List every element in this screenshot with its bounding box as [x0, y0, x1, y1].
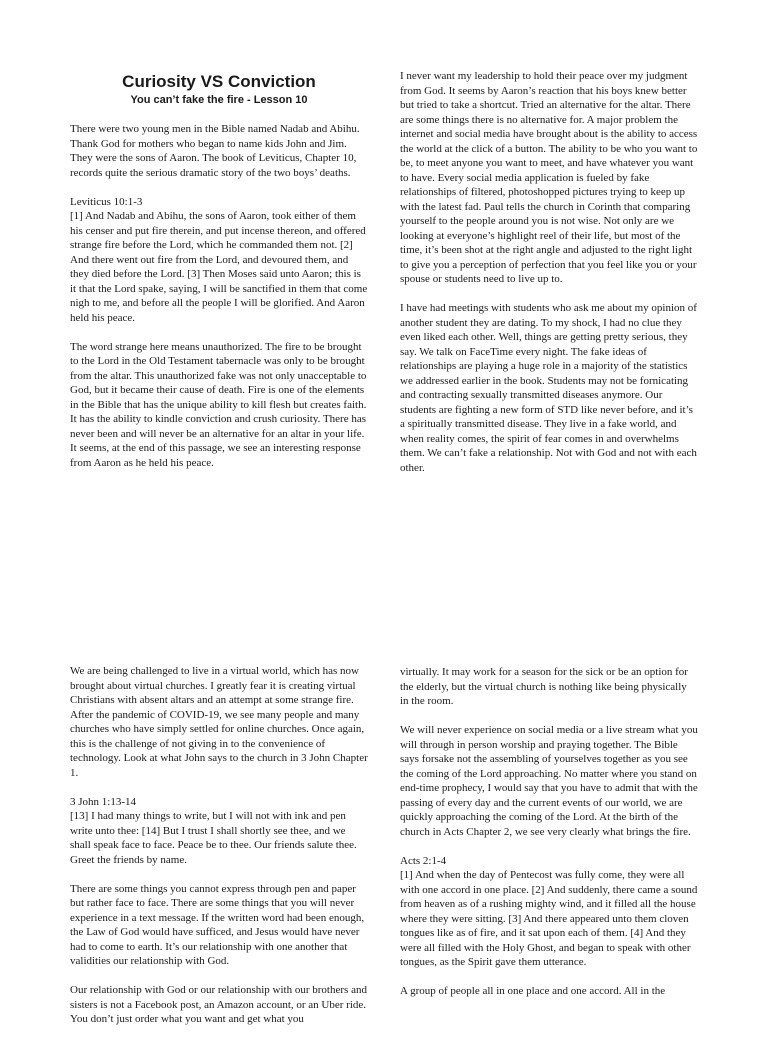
scripture-passage: Acts 2:1-4 [1] And when the day of Pentecost was fully come, they were all with one accord in one place. [2] And suddenly, there came a sound from heaven as of a rushing mighty wind, and it filled all the house where they were sitting. [3] And there appeared unto them cloven tongues like as of fire, and it sat upon each of them. [4] And they were all filled with the Holy Ghost, and began to speak with other tongues, as the Spirit gave them utterance.: [400, 854, 698, 968]
page-title: Curiosity VS Conviction: [122, 72, 316, 91]
paragraph: There were two young men in the Bible named Nadab and Abihu. Thank God for mothers who began to name kids John and Jim. They were the sons of Aaron. The book of Leviticus, Chapter 10, records quite the serious dramatic story of the two boys’ deaths.: [70, 123, 360, 179]
paragraph: We are being challenged to live in a virtual world, which has now brought about virtual churches. I greatly fear it is creating virtual Christians with absent altars and an attempt at some strange fire. After the pandemic of COVID-19, we see many people and many churches who have simply settled for online churches. Once again, this is the challenge of not giving in to the convenience of technology. Look at what John says to the church in 3 John Chapter 1.: [70, 665, 368, 779]
paragraph: There are some things you cannot express through pen and paper but rather face to face. There are some things that you will never experience in a text message. If the written word had been enough, the Law of God would have sufficed, and Jesus would have never had to come to earth. It’s our relationship with one another that validities our relationship with God.: [70, 882, 365, 967]
paragraph: We will never experience on social media or a live stream what you will through in person worship and praying together. The Bible says forsake not the assembling of yourselves together as you see the coming of the Lord approaching. No matter where you stand on end-time prophecy, I would say that you have to admit that with the passing of every day and the current events of our world, we are quickly approaching the coming of the Lord. At the birth of the church in Acts Chapter 2, we see very clearly what brings the fire.: [400, 724, 698, 838]
paragraph: Our relationship with God or our relationship with our brothers and sisters is not a Facebook post, an Amazon account, or an Uber ride. You don’t just order what you want and get what you: [70, 984, 367, 1025]
scripture-passage: Leviticus 10:1-3 [1] And Nadab and Abihu, the sons of Aaron, took either of them his censer and put fire therein, and put incense thereon, and offered strange fire before the Lord, which he commanded them not. [2] And there went out fire from the Lord, and devoured them, and they died before the Lord. [3] Then Moses said unto Aaron; this is it that the Lord spake, saying, I will be sanctified in them that come nigh to me, and before all the people I will be glorified. And Aaron held his peace.: [70, 195, 368, 324]
page-subtitle: You can’t fake the fire - Lesson 10: [130, 94, 308, 106]
paragraph: I have had meetings with students who ask me about my opinion of another student they are dating. To my shock, I had no clue they even liked each other. Well, things are getting pretty serious, they say. We talk on FaceTime every night. The fake ideas of relationships are playing a huge role in a majority of the statistics we addressed earlier in the book. Students may not be fornicating and contracting sexually transmitted diseases anymore. Our students are fighting a new form of STD like never before, and it’s a spiritually transmitted disease. They live in a fake world, and when reality comes, the spirit of fear comes in and overwhelms them. We can’t fake a relationship. Not with God and not with each other.: [400, 302, 697, 474]
column-bottom-right: [400, 665, 698, 1013]
paragraph: A group of people all in one place and one accord. All in the: [400, 985, 666, 997]
column-bottom-left: [70, 664, 368, 1041]
scripture-passage: 3 John 1:13-14 [13] I had many things to write, but I will not with ink and pen write unto thee: [14] But I trust I shall shortly see thee, and we shall speak face to face. Peace be to thee. Our friends salute thee. Greet the friends by name.: [70, 795, 357, 866]
paragraph: The word strange here means unauthorized. The fire to be brought to the Lord in the Old Testament tabernacle was only to be brought from the altar. This unauthorized fake was not only unacceptable to God, but it became their cause of death. Fire is one of the elements in the Bible that has the unique ability to kill flesh but creates faith. It has the ability to kindle conviction and crush curiosity. There has never been and will never be an alternative for an altar in your life. It seems, at the end of this passage, we see an interesting response from Aaron as he held his peace.: [70, 340, 367, 469]
paragraph: virtually. It may work for a season for the sick or be an option for the elderly, but the virtual church is nothing like being physically in the room.: [400, 666, 688, 707]
lesson-header: [70, 72, 368, 108]
paragraph: I never want my leadership to hold their peace over my judgment from God. It seems by Aaron’s reaction that his boys knew better but tried to take a shortcut. Tried an alternative for the altar. There are some things there is no alternative for. A major problem the internet and social media have brought about is the ability to access the world at the click of a button. The ability to be who you want to be, to meet anyone you want to meet, and have whatever you want to have. Every social media application is fueled by fake relationships of filtered, photoshopped pictures trying to keep up with the latest fad. Paul tells the church in Corinth that comparing yourself to the people around you is not wise. Not only are we looking at everyone’s highlight reel of their life, but most of the time, it’s been shot at the right angle and adjusted to the right light to give you a perception of perfection that you feel like you or your spouse or students need to live up to.: [400, 70, 698, 285]
column-top-left: [70, 72, 368, 485]
column-top-right: [400, 69, 698, 490]
